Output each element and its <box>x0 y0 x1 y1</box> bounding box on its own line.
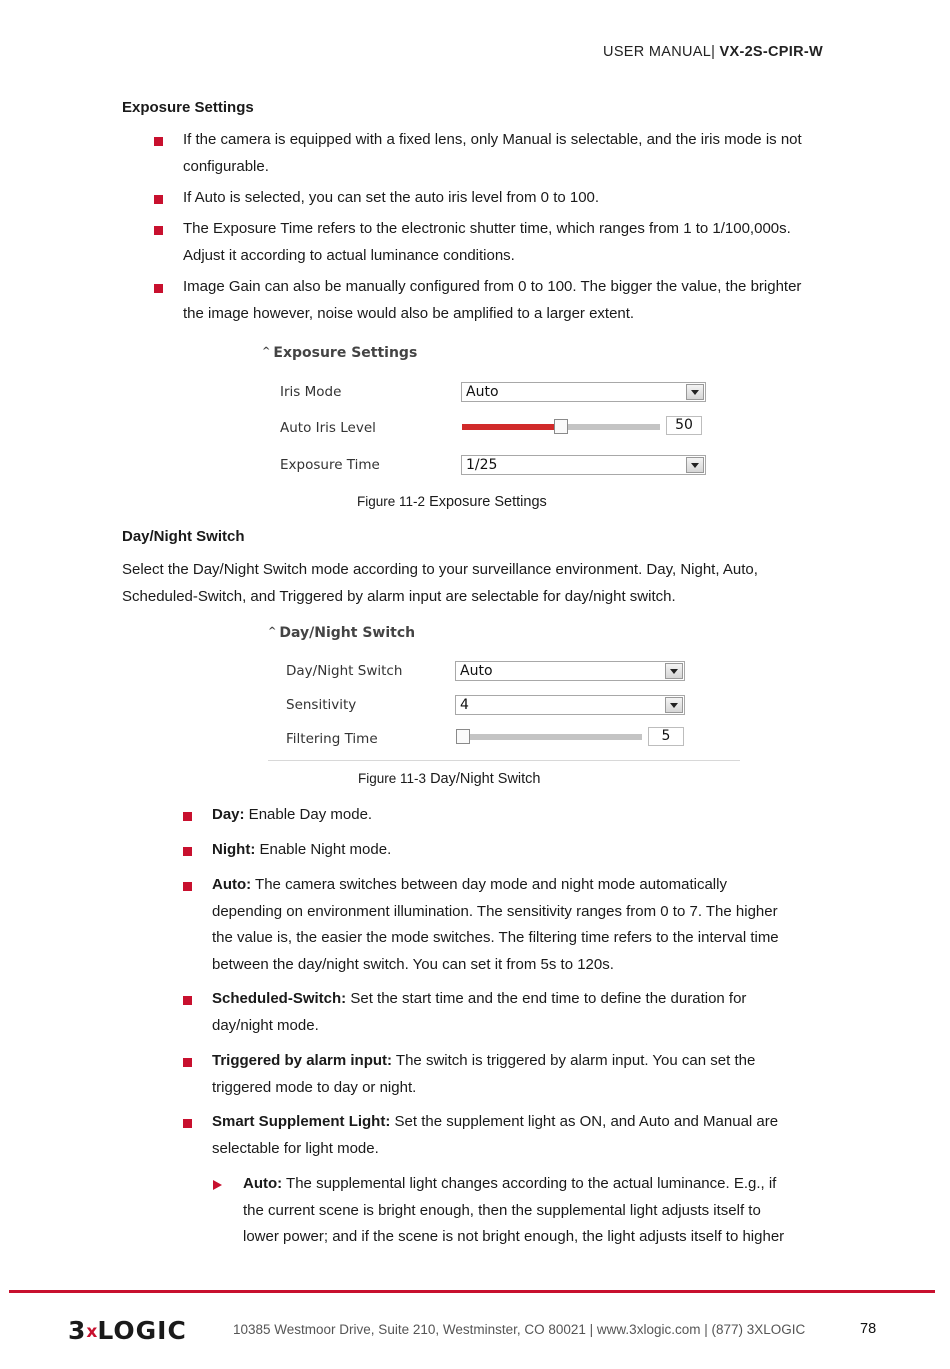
sub-line: lower power; and if the scene is not bright enough, the light adjusts itself to higher <box>243 1228 785 1245</box>
mode-line: depending on environment illumination. The sensitivity ranges from 0 to 7. The higher <box>212 902 778 920</box>
bullet-marker <box>183 882 192 891</box>
sub-line: the current scene is bright enough, then the supplemental light adjusts itself to <box>243 1201 761 1219</box>
day-night-switch-select[interactable] <box>455 661 685 681</box>
iris-mode-value: Auto <box>466 384 499 400</box>
bullet-marker <box>183 812 192 821</box>
bullet-marker <box>154 226 163 235</box>
sensitivity-label: Sensitivity <box>286 697 357 713</box>
mode-desc: Enable Night mode. <box>255 841 392 858</box>
section-heading-exposure: Exposure Settings <box>122 99 254 116</box>
mode-line <box>212 1048 755 1075</box>
mode-item-day <box>212 802 372 829</box>
chevron-down-icon[interactable] <box>665 663 683 679</box>
auto-iris-level-label: Auto Iris Level <box>280 420 376 436</box>
footer-divider <box>9 1290 935 1293</box>
bullet-marker <box>183 847 192 856</box>
sub-term: Auto: <box>243 1175 283 1192</box>
mode-term: Night: <box>212 841 256 858</box>
bullet-line: If Auto is selected, you can set the auto iris level from 0 to 100. <box>183 189 600 206</box>
figure-caption <box>358 771 540 787</box>
day-night-panel-title-text: Day/Night Switch <box>279 625 416 641</box>
mode-line: day/night mode. <box>212 1016 319 1034</box>
mode-term: Scheduled-Switch: <box>212 990 347 1007</box>
filtering-time-slider-handle[interactable] <box>456 729 470 744</box>
chevron-down-icon[interactable] <box>686 457 704 473</box>
mode-line <box>212 872 779 899</box>
figure-number: Figure 11-3 <box>358 771 427 786</box>
logo-part: 3 <box>68 1316 87 1345</box>
exposure-panel-title-text: Exposure Settings <box>273 345 418 361</box>
exposure-time-select[interactable] <box>461 455 706 475</box>
iris-mode-label: Iris Mode <box>280 384 342 400</box>
section-heading-day-night: Day/Night Switch <box>122 528 245 545</box>
collapse-caret-icon[interactable]: ^ <box>262 346 271 357</box>
iris-mode-select[interactable] <box>461 382 706 402</box>
logo-part: LOGIC <box>97 1316 187 1345</box>
mode-item-scheduled-switch <box>212 986 746 1039</box>
bullet-line: the image however, noise would also be amplified to a larger extent. <box>183 304 635 322</box>
mode-term: Smart Supplement Light: <box>212 1113 391 1130</box>
header-model: VX-2S-CPIR-W <box>719 44 823 60</box>
bullet-text <box>183 127 802 180</box>
bullet-line: Image Gain can also be manually configured from 0 to 100. The bigger the value, the brighter <box>183 278 802 295</box>
sensitivity-select[interactable] <box>455 695 685 715</box>
mode-line <box>212 802 372 829</box>
sub-line <box>243 1171 784 1198</box>
filtering-time-value[interactable]: 5 <box>648 727 684 746</box>
mode-term: Triggered by alarm input: <box>212 1052 393 1069</box>
mode-desc: Set the start time and the end time to define the duration for <box>346 990 747 1007</box>
chevron-down-icon[interactable] <box>686 384 704 400</box>
figure-number: Figure 11-2 <box>357 494 426 509</box>
mode-desc: The switch is triggered by alarm input. You can set the <box>392 1052 756 1069</box>
intro-line: Select the Day/Night Switch mode according to your surveillance environment. Day, Night, Auto, <box>122 561 758 578</box>
bullet-text <box>183 185 599 212</box>
filtering-time-label: Filtering Time <box>286 731 378 747</box>
figure-caption-text: Day/Night Switch <box>426 771 541 787</box>
mode-item-smart-supplement-light <box>212 1109 778 1162</box>
bullet-marker <box>154 137 163 146</box>
figure-caption <box>357 494 547 510</box>
bullet-marker <box>183 1058 192 1067</box>
arrow-bullet-icon <box>213 1180 222 1190</box>
auto-iris-slider-fill <box>462 424 561 430</box>
logo-part: x <box>86 1322 98 1342</box>
exposure-time-label: Exposure Time <box>280 457 380 473</box>
collapse-caret-icon[interactable]: ^ <box>268 626 277 637</box>
mode-line: triggered mode to day or night. <box>212 1078 417 1096</box>
exposure-time-value: 1/25 <box>466 457 498 473</box>
mode-line <box>212 837 391 864</box>
sub-item-auto <box>243 1171 784 1251</box>
panel-divider <box>268 760 740 761</box>
sub-desc: The supplemental light changes according to the actual luminance. E.g., if <box>282 1175 777 1192</box>
bullet-text <box>183 216 791 269</box>
bullet-line: If the camera is equipped with a fixed lens, only Manual is selectable, and the iris mode is not <box>183 131 802 148</box>
mode-desc: The camera switches between day mode and night mode automatically <box>251 876 727 893</box>
mode-line: between the day/night switch. You can set it from 5s to 120s. <box>212 955 614 973</box>
bullet-line: Adjust it according to actual luminance conditions. <box>183 246 515 264</box>
mode-desc: Set the supplement light as ON, and Auto and Manual are <box>390 1113 779 1130</box>
filtering-time-slider-track[interactable] <box>456 734 642 740</box>
bullet-text <box>183 274 801 327</box>
bullet-marker <box>183 1119 192 1128</box>
footer-address: 10385 Westmoor Drive, Suite 210, Westminster, CO 80021 | www.3xlogic.com | (877) 3XLOGIC <box>233 1322 806 1337</box>
page-number: 78 <box>860 1321 877 1337</box>
sensitivity-value: 4 <box>460 697 469 713</box>
bullet-marker <box>183 996 192 1005</box>
bullet-marker <box>154 195 163 204</box>
page-header <box>603 44 823 60</box>
day-night-panel-title[interactable] <box>268 625 415 641</box>
mode-item-auto <box>212 872 779 978</box>
mode-item-triggered <box>212 1048 755 1101</box>
exposure-panel-title[interactable] <box>262 345 417 361</box>
mode-item-night <box>212 837 391 864</box>
mode-desc: Enable Day mode. <box>244 806 373 823</box>
chevron-down-icon[interactable] <box>665 697 683 713</box>
figure-caption-text: Exposure Settings <box>425 494 547 510</box>
header-prefix: USER MANUAL| <box>603 44 716 60</box>
mode-line <box>212 986 746 1013</box>
mode-line: selectable for light mode. <box>212 1139 379 1157</box>
mode-line <box>212 1109 778 1136</box>
auto-iris-slider-handle[interactable] <box>554 419 568 434</box>
intro-line: Scheduled-Switch, and Triggered by alarm input are selectable for day/night switch. <box>122 587 676 605</box>
company-logo <box>68 1316 187 1345</box>
section-intro <box>122 557 758 610</box>
bullet-marker <box>154 284 163 293</box>
day-night-switch-value: Auto <box>460 663 493 679</box>
bullet-line: The Exposure Time refers to the electronic shutter time, which ranges from 1 to 1/100,000s. <box>183 220 791 237</box>
mode-line: the value is, the easier the mode switches. The filtering time refers to the interval time <box>212 929 779 946</box>
auto-iris-level-value[interactable]: 50 <box>666 416 702 435</box>
mode-term: Day: <box>212 806 245 823</box>
mode-term: Auto: <box>212 876 252 893</box>
bullet-line: configurable. <box>183 157 269 175</box>
day-night-switch-label: Day/Night Switch <box>286 663 403 679</box>
